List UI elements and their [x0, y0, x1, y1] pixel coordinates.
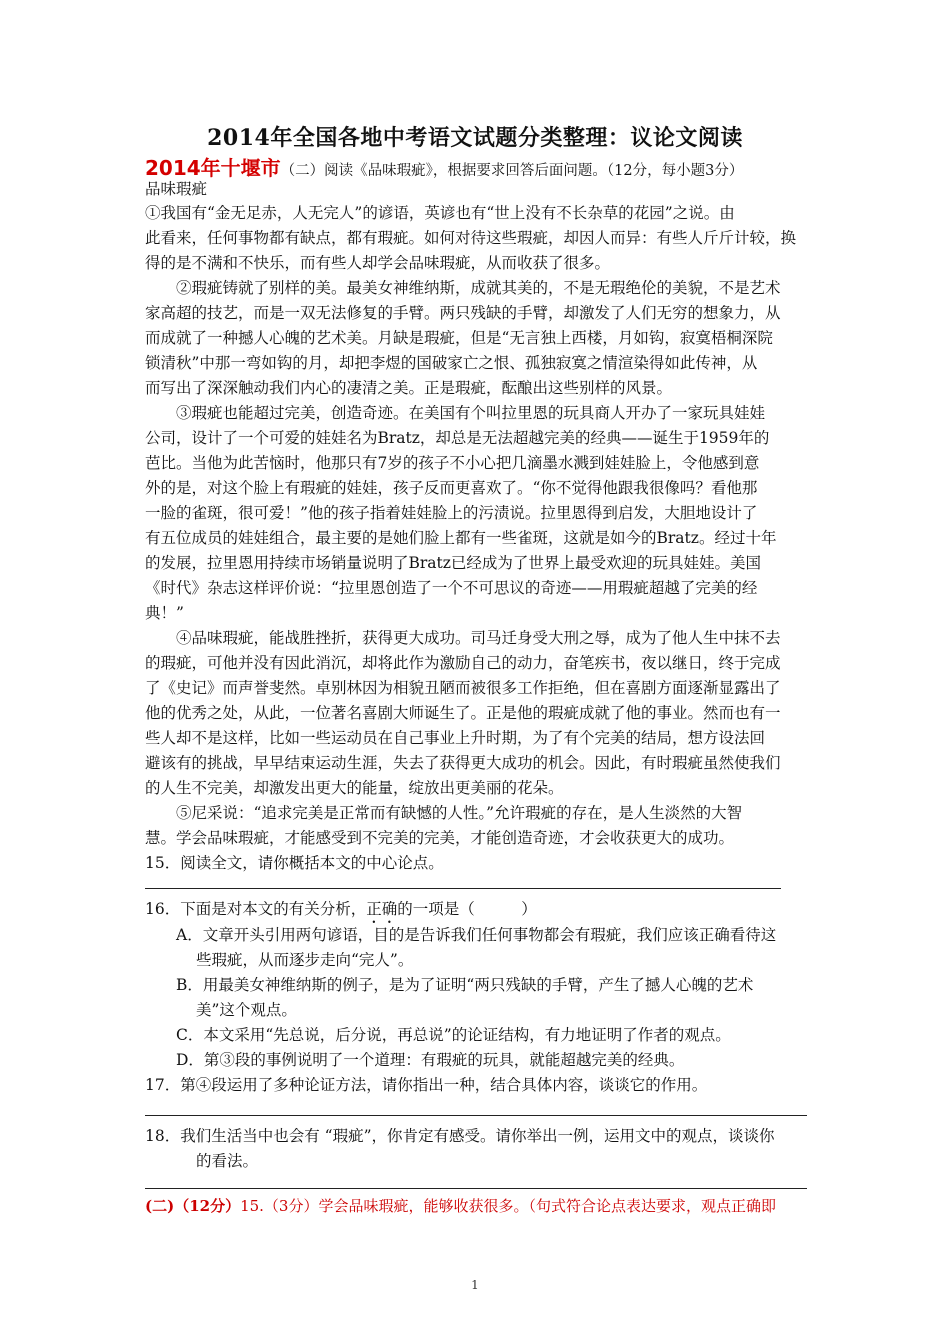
question-16-emphasis: 正确 [366, 900, 398, 918]
section-header [145, 152, 835, 181]
paragraph-2-line: 而成就了一种撼人心魄的艺术美。月缺是瑕疵，但是“无言独上西楼，月如钩，寂寞梧桐深院 [145, 329, 773, 347]
paragraph-5-line: 慧。学会品味瑕疵，才能感受到不完美的完美，才能创造奇迹，才会收获更大的成功。 [145, 829, 735, 847]
option-b-line: 美”这个观点。 [196, 1001, 297, 1019]
paragraph-4-line: 了《史记》而声誉斐然。卓别林因为相貌丑陋而被很多工作拒绝，但在喜剧方面逐渐显露出了 [145, 679, 781, 697]
paragraph-4-line: 他的优秀之处，从此，一位著名喜剧大师诞生了。正是他的瑕疵成就了他的事业。然而也有一 [145, 704, 781, 722]
question-17: 17．第④段运用了多种论证方法，请你指出一种，结合具体内容，谈谈它的作用。 [145, 1076, 708, 1094]
option-a-line: A．文章开头引用两句谚语，目的是告诉我们任何事物都会有瑕疵，我们应该正确看待这 [176, 926, 777, 944]
paragraph-5-line: ⑤尼采说：“追求完美是正常而有缺憾的人性。”允许瑕疵的存在，是人生淡然的大智 [176, 804, 743, 822]
question-16-stem-start: 16．下面是对本文的有关分析， [145, 900, 367, 918]
paragraph-3-line: 公司，设计了一个可爱的娃娃名为Bratz，却总是无法超越完美的经典——诞生于1959年的 [145, 429, 770, 447]
paragraph-3-line: ③瑕疵也能超过完美，创造奇迹。在美国有个叫拉里恩的玩具商人开办了一家玩具娃娃 [176, 404, 766, 422]
section-label: 2014年十堰市 [145, 156, 281, 180]
paragraph-4-line: 些人却不是这样，比如一些运动员在自己事业上升时期，为了有个完美的结局，想方设法回 [145, 729, 766, 747]
question-15: 15．阅读全文，请你概括本文的中心论点。 [145, 854, 444, 872]
paragraph-3-line: 《时代》杂志这样评价说：“拉里恩创造了一个不可思议的奇迹——用瑕疵超越了完美的经 [145, 579, 758, 597]
answer-text [145, 1195, 776, 1216]
option-a-line: 些瑕疵，从而逐步走向“完人”。 [196, 951, 414, 969]
paragraph-4-line: 避该有的挑战，早早结束运动生涯，失去了获得更大成功的机会。因此，有时瑕疵虽然使我们 [145, 754, 781, 772]
answer-line-15 [145, 888, 781, 889]
paragraph-1-line: 得的是不满和不快乐，而有些人却学会品味瑕疵，从而收获了很多。 [145, 254, 611, 272]
paragraph-3-line: 一脸的雀斑，很可爱！”他的孩子指着娃娃脸上的污渍说。拉里恩得到启发，大胆地设计了 [145, 504, 758, 522]
paragraph-4-line: 的人生不完美，却激发出更大的能量，绽放出更美丽的花朵。 [145, 779, 564, 797]
question-18-line: 的看法。 [196, 1152, 259, 1170]
paragraph-3-line: 芭比。当他为此苦恼时，他那只有7岁的孩子不小心把几滴墨水溅到娃娃脸上，令他感到意 [145, 454, 760, 472]
paragraph-3-line: 的发展，拉里恩用持续市场销量说明了Bratz已经成为了世界上最受欢迎的玩具娃娃。美国 [145, 554, 761, 572]
answer-prefix: (二)（12分） [145, 1197, 241, 1215]
paragraph-1-line: 此看来，任何事物都有缺点，都有瑕疵。如何对待这些瑕疵，却因人而异：有些人斤斤计较，换 [145, 229, 797, 247]
question-16-stem-end: 的一项是（ ） [397, 900, 537, 918]
paragraph-2-line: 锁清秋”中那一弯如钩的月，却把李煜的国破家亡之恨、孤独寂寞之情渲染得如此传神，从 [145, 354, 758, 372]
answer-line-17 [145, 1115, 807, 1116]
question-18-line: 18．我们生活当中也会有 “瑕疵”，你肯定有感受。请你举出一例，运用文中的观点，谈谈你 [145, 1127, 775, 1145]
paragraph-2-line: 家高超的技艺，而是一双无法修复的手臂。两只残缺的手臂，却激发了人们无穷的想象力，从 [145, 304, 781, 322]
section-intro: （二）阅读《品味瑕疵》，根据要求回答后面问题。（12分，每小题3分） [280, 163, 744, 179]
paragraph-2-line: 而写出了深深触动我们内心的凄清之美。正是瑕疵，酝酿出这些别样的风景。 [145, 379, 673, 397]
paragraph-4-line: ④品味瑕疵，能战胜挫折，获得更大成功。司马迁身受大刑之辱，成为了他人生中抹不去 [176, 629, 781, 647]
paragraph-1-line: ①我国有“金无足赤，人无完人”的谚语，英谚也有“世上没有不长杂草的花园”之说。由 [145, 204, 735, 222]
page-number: 1 [471, 1278, 479, 1292]
answer-body: 15.（3分）学会品味瑕疵，能够收获很多。（句式符合论点表达要求，观点正确即 [240, 1197, 776, 1215]
option-c: C．本文采用“先总说，后分说，再总说”的论证结构，有力地证明了作者的观点。 [176, 1026, 731, 1044]
paragraph-3-line: 典！” [145, 604, 184, 622]
paragraph-3-line: 有五位成员的娃娃组合，最主要的是她们脸上都有一些雀斑，这就是如今的Bratz。经过十年 [145, 529, 777, 547]
option-b-line: B．用最美女神维纳斯的例子，是为了证明“两只残缺的手臂，产生了撼人心魄的艺术 [176, 976, 754, 994]
document-title: 2014年全国各地中考语文试题分类整理：议论文阅读 [207, 125, 743, 151]
paragraph-3-line: 外的是，对这个脸上有瑕疵的娃娃，孩子反而更喜欢了。“你不觉得他跟我很像吗？看他那 [145, 479, 758, 497]
paragraph-4-line: 的瑕疵，可他并没有因此消沉，却将此作为激励自己的动力，奋笔疾书，夜以继日，终于完成 [145, 654, 781, 672]
option-d: D．第③段的事例说明了一个道理：有瑕疵的玩具，就能超越完美的经典。 [176, 1051, 685, 1069]
paragraph-2-line: ②瑕疵铸就了别样的美。最美女神维纳斯，成就其美的，不是无瑕绝伦的美貌，不是艺术 [176, 279, 781, 297]
answer-separator [145, 1188, 807, 1189]
article-title: 品味瑕疵 [145, 180, 208, 198]
